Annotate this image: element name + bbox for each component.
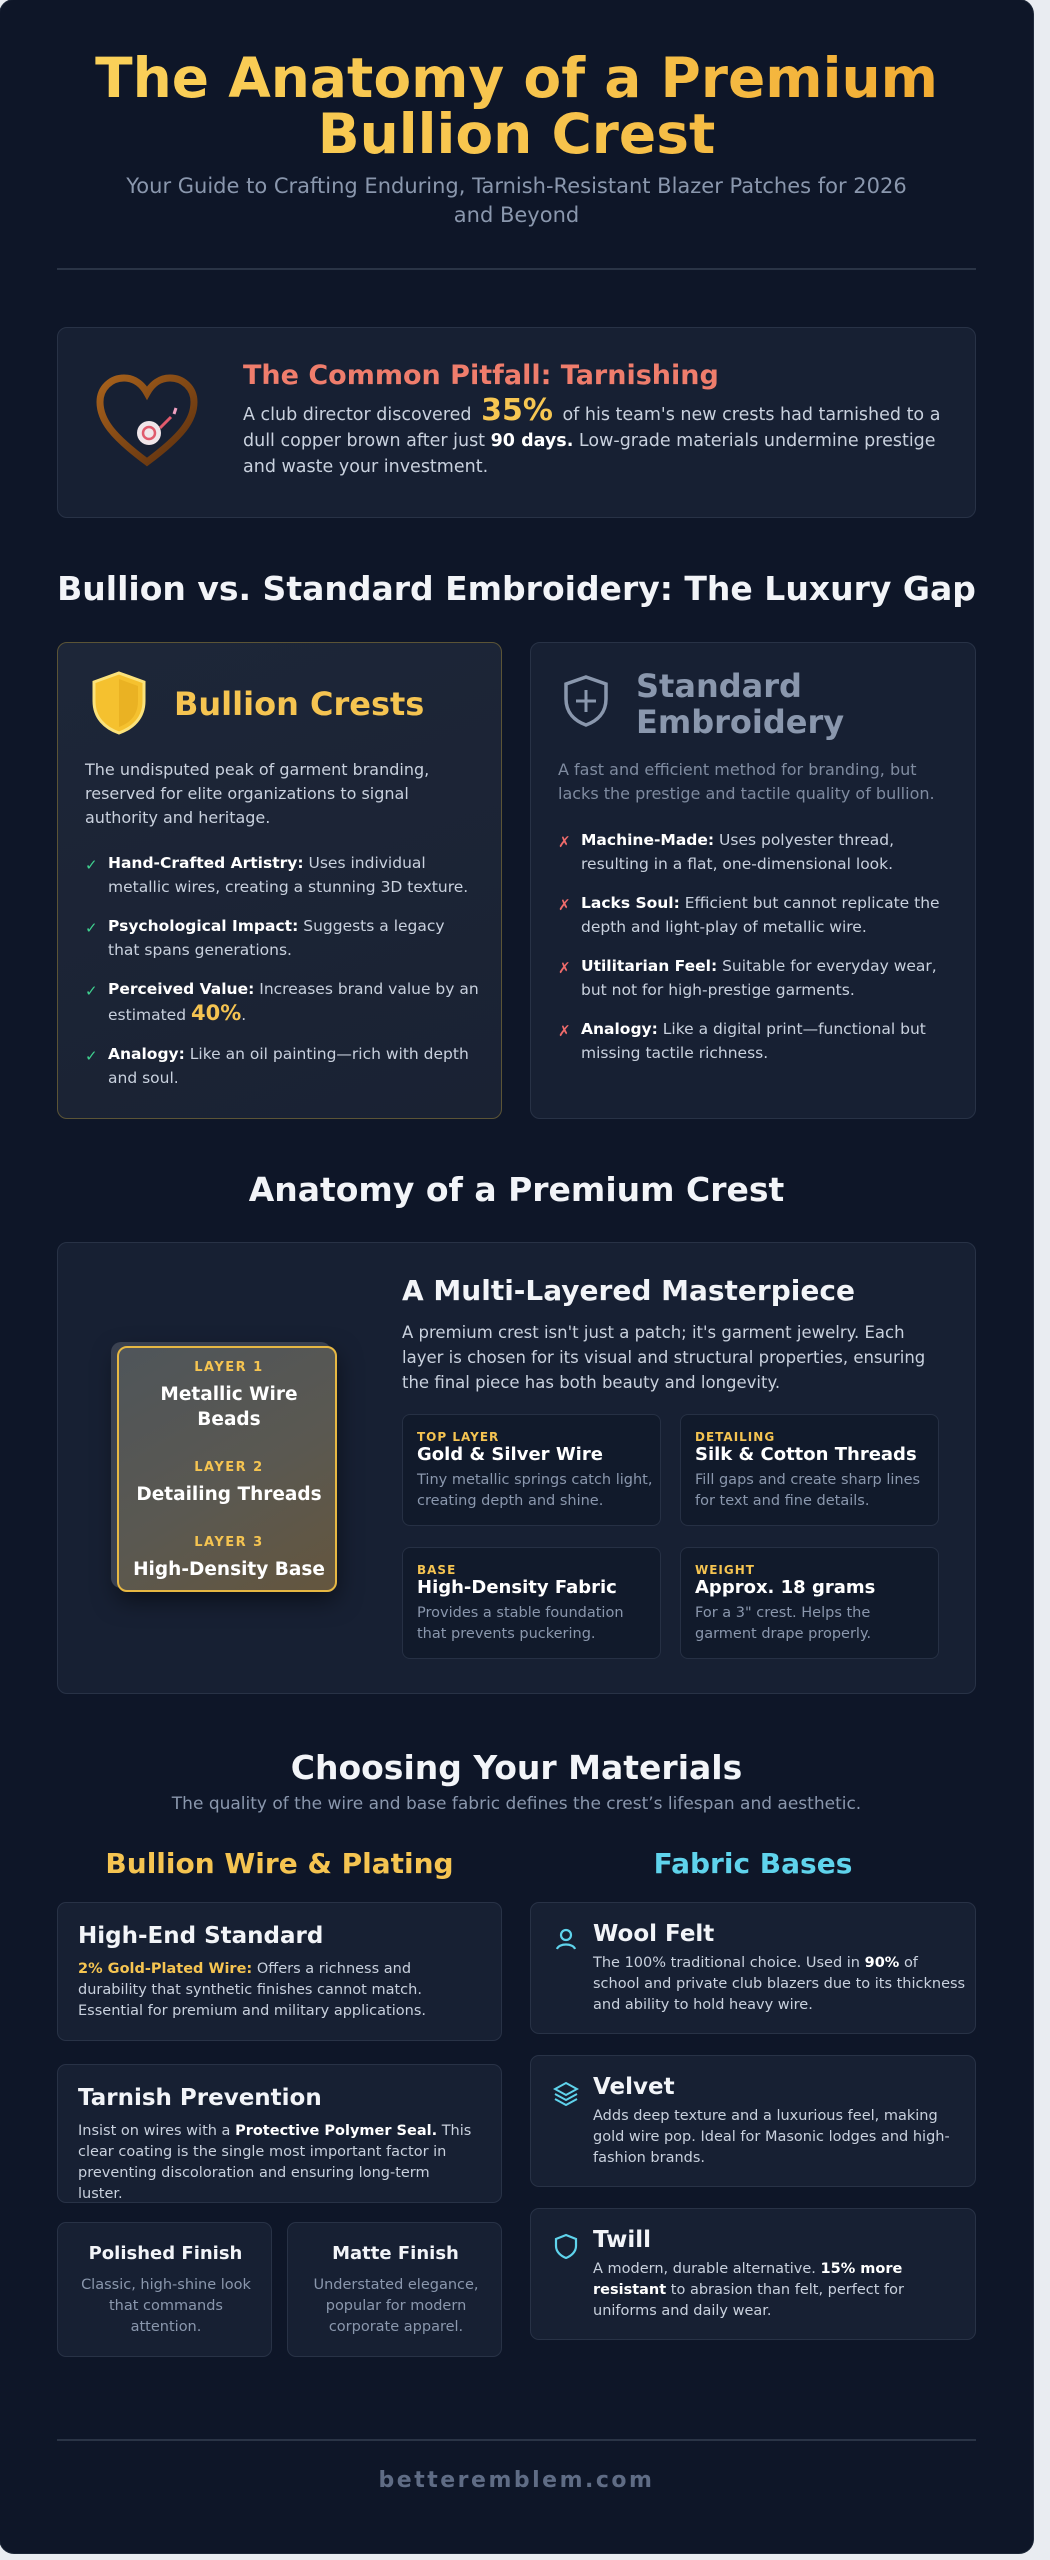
pitfall-percent: 35% [481, 393, 553, 428]
page-subtitle: Your Guide to Crafting Enduring, Tarnish-Resistant Blazer Patches for 2026 and Beyond [126, 174, 907, 227]
card-desc: A modern, durable alternative. 15% more resistant to abrasion than felt, perfect for uniforms and daily wear. [593, 2261, 904, 2319]
card-desc: 2% Gold-Plated Wire: Offers a richness and durability that synthetic finishes cannot match. Essential for premium and military applications. [78, 1961, 426, 2019]
anatomy-detail-card [402, 1414, 661, 1526]
standard-heading: Standard Embroidery [636, 667, 845, 741]
crest-layer-stack [117, 1346, 337, 1592]
wool-felt-card [530, 1902, 976, 2034]
matte-finish-card [287, 2222, 502, 2357]
layer-label: LAYER 3 [194, 1535, 264, 1550]
anatomy-detail-card [402, 1547, 661, 1659]
card-title: High-End Standard [78, 1923, 324, 1949]
list-item: ✓ Psychological Impact: Suggests a legacy that spans generations. [85, 917, 445, 959]
gold-shield-icon [91, 671, 147, 735]
card-title: Twill [593, 2227, 652, 2253]
standard-list [558, 828, 953, 1080]
bullion-list [85, 851, 480, 1105]
list-item: ✗ Lacks Soul: Efficient but cannot replicate the depth and light-play of metallic wire. [558, 894, 940, 936]
bullion-heading: Bullion Crests [174, 685, 425, 723]
outline-shield-icon [563, 674, 609, 728]
wire-heading: Bullion Wire & Plating [105, 1847, 454, 1880]
card-title: Approx. 18 grams [695, 1577, 876, 1598]
bullion-description: The undisputed peak of garment branding, reserved for elite organizations to signal authority and heritage. [85, 760, 430, 827]
card-title: Matte Finish [332, 2243, 459, 2264]
card-desc: Tiny metallic springs catch light, creating depth and shine. [417, 1472, 653, 1509]
layer-name: Detailing Threads [136, 1484, 322, 1505]
card-tag: TOP LAYER [417, 1430, 500, 1444]
layer-label: LAYER 2 [194, 1460, 264, 1475]
pitfall-text: A club director discovered 35% of his team's new crests had tarnished to a dull copper brown after just 90 days. Low-grade materials undermine prestige and waste your investment. [243, 393, 941, 477]
card-tag: WEIGHT [695, 1563, 755, 1577]
card-title: Wool Felt [593, 1921, 715, 1947]
standard-description: A fast and efficient method for branding, but lacks the prestige and tactile quality of bullion. [558, 760, 935, 803]
list-item: ✓ Hand-Crafted Artistry: Uses individual metallic wires, creating a stunning 3D texture. [85, 854, 469, 896]
tarnish-card [57, 2064, 502, 2203]
list-item: ✗ Analogy: Like a digital print—functional but missing tactile richness. [558, 1020, 926, 1062]
materials-subtitle: The quality of the wire and base fabric defines the crest’s lifespan and aesthetic. [171, 1794, 862, 1814]
card-title: Gold & Silver Wire [417, 1444, 603, 1465]
footer-site: betteremblem.com [378, 2468, 655, 2493]
anatomy-text: A premium crest isn't just a patch; it's garment jewelry. Each layer is chosen for its visual and structural properties, ensuring the final piece has both beauty and longevity. [402, 1323, 926, 1392]
list-item: ✗ Machine-Made: Uses polyester thread, resulting in a flat, one-dimensional look. [558, 831, 895, 873]
anatomy-detail-card [680, 1414, 939, 1526]
anatomy-title: Anatomy of a Premium Crest [248, 1170, 785, 1209]
layers-icon [553, 2080, 579, 2106]
pitfall-title: The Common Pitfall: Tarnishing [243, 360, 719, 391]
card-title: Tarnish Prevention [78, 2085, 322, 2111]
comparison-title: Bullion vs. Standard Embroidery: The Luxury Gap [57, 569, 976, 608]
divider [57, 268, 976, 270]
list-item: ✗ Utilitarian Feel: Suitable for everyday wear, but not for high-prestige garments. [558, 957, 937, 999]
card-title: High-Density Fabric [417, 1577, 617, 1598]
person-icon [553, 1927, 579, 1953]
list-item: ✓ Perceived Value: Increases brand value by an estimated 40%. [85, 980, 479, 1025]
high-end-card [57, 1902, 502, 2041]
layer-name: High-Density Base [133, 1559, 325, 1580]
card-tag: DETAILING [695, 1430, 776, 1444]
card-title: Silk & Cotton Threads [695, 1444, 917, 1465]
card-desc: Adds deep texture and a luxurious feel, making gold wire pop. Ideal for Masonic lodges and high-fashion brands. [593, 2108, 950, 2166]
layer-label: LAYER 1 [194, 1360, 264, 1375]
card-tag: BASE [417, 1563, 457, 1577]
materials-title: Choosing Your Materials [290, 1748, 743, 1787]
broken-heart-tarnish-icon [92, 370, 202, 470]
card-title: Polished Finish [88, 2243, 243, 2264]
perceived-value-highlight: 40% [190, 1001, 242, 1025]
twill-card [530, 2208, 976, 2340]
anatomy-heading: A Multi-Layered Masterpiece [402, 1274, 855, 1307]
layer-name: Metallic Wire Beads [160, 1384, 298, 1430]
footer-divider [57, 2439, 976, 2441]
card-desc: Fill gaps and create sharp lines for text and fine details. [695, 1472, 921, 1509]
polished-finish-card [57, 2222, 272, 2357]
anatomy-detail-card [680, 1547, 939, 1659]
card-title: Velvet [593, 2074, 675, 2100]
card-desc: For a 3" crest. Helps the garment drape properly. [695, 1605, 872, 1642]
card-desc: Understated elegance, popular for modern corporate apparel. [313, 2277, 479, 2335]
card-desc: Classic, high-shine look that commands attention. [81, 2277, 251, 2335]
shield-icon [553, 2233, 579, 2259]
page-title: The Anatomy of a Premium Bullion Crest [0, 50, 1033, 162]
velvet-card [530, 2055, 976, 2187]
list-item: ✓ Analogy: Like an oil painting—rich with depth and soul. [85, 1045, 469, 1087]
card-desc: Provides a stable foundation that prevents puckering. [417, 1605, 624, 1642]
card-desc: The 100% traditional choice. Used in 90% of school and private club blazers due to its thickness and ability to hold heavy wire. [593, 1955, 966, 2013]
fabric-heading: Fabric Bases [653, 1847, 853, 1880]
card-desc: Insist on wires with a Protective Polymer Seal. This clear coating is the single most important factor in preventing discoloration and ensuring long-term luster. [78, 2123, 472, 2202]
